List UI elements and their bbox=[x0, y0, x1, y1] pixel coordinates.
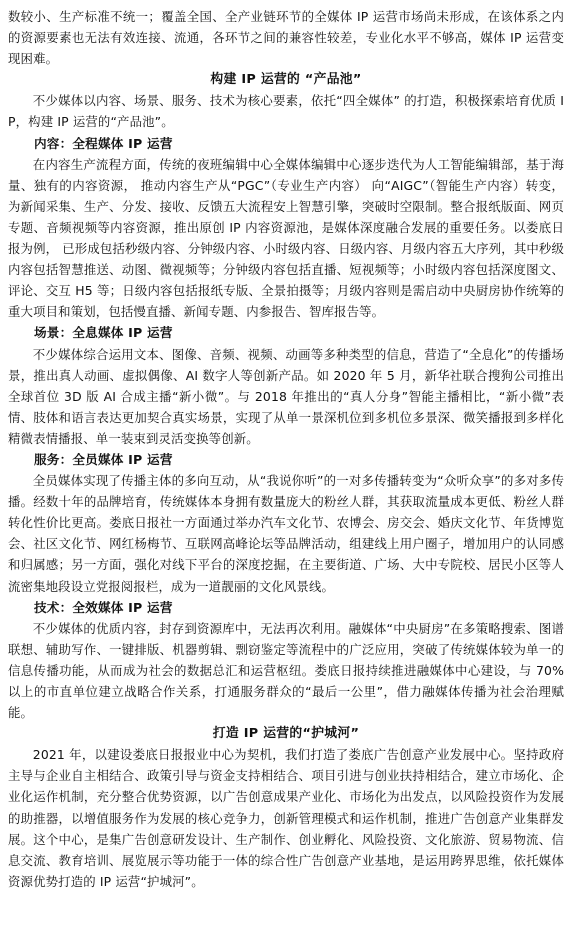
intro-paragraph: 数较小、生产标准不统一；覆盖全国、全产业链环节的全媒体 IP 运营市场尚未形成，在该体系之内的资源要素也无法有效连接、流通，各环节之间的兼容性较差，专业化水平不够高，媒体 IP 运营变现困难。 bbox=[8, 9, 564, 67]
section-title-moat: 打造 IP 运营的“护城河” bbox=[212, 726, 360, 742]
subheading-scene: 场景：全息媒体 IP 运营 bbox=[34, 325, 173, 341]
section-intro-paragraph: 不少媒体以内容、场景、服务、技术为核心要素，依托“四全媒体” 的打造，积极探索培育优质 IP，构建 IP 运营的“产品池”。 bbox=[8, 93, 564, 130]
subheading-service: 服务：全员媒体 IP 运营 bbox=[34, 451, 173, 467]
content-paragraph: 在内容生产流程方面，传统的夜班编辑中心全媒体编辑中心逐步迭代为人工智能编辑部，基于海量、独有的内容资源， 推动内容生产从“PGC”（专业生产内容） 向“AIGC”（智能生产内容）转变，为新闻采集、生产、分发、接收、反馈五大流程安上智慧引擎，突破时空限制。整合报纸版面、网页专题、音频视频等内容资源，推出原创 IP 内容资源池，是媒体深度融合发展的重要任务。以娄底日报为例， 已形成包括秒级内容、分钟级内容、小时级内容、日级内容、月级内容五大序列，其中秒级内容包括智慧推送、动图、微视频等；分钟级内容包括直播、短视频等；小时级内容包括深度图文、评论、交互 H5 等；日级内容包括报纸专版、全景拍摄等；月级内容则是需启动中央厨房协作统筹的重大项目和策划，包括慢直播、新闻专题、内参报告、智库报告等。 bbox=[8, 156, 564, 320]
subheading-content: 内容：全程媒体 IP 运营 bbox=[34, 135, 173, 151]
moat-paragraph: 2021 年，以建设娄底日报报业中心为契机，我们打造了娄底广告创意产业发展中心。坚持政府主导与企业自主相结合、政策引导与资金支持相结合、项目引进与创业扶持相结合，建立市场化、企业化运作机制，充分整合优势资源，以广告创意成果产业化、市场化为出发点，以风险投资作为发展的助推器，以增值服务作为发展的核心竞争力，创新管理模式和运作机制，推进广告创意产业集群发展。这个中心，是集广告创意研发设计、生产制作、创业孵化、风险投资、文化旅游、贸易物流、信息交流、教育培训、展览展示等功能于一体的综合性广告创意产业基地，是运用跨界思维，依托媒体资源优势打造的 IP 运营“护城河”。 bbox=[8, 747, 564, 889]
subheading-technology: 技术：全效媒体 IP 运营 bbox=[34, 599, 173, 615]
technology-paragraph: 不少媒体的优质内容，封存到资源库中，无法再次利用。融媒体“中央厨房”在多策略搜索、图谱联想、辅助写作、一键排版、机器剪辑、剽窃鉴定等流程中的广泛应用，突破了传统媒体较为单一的信息传播功能，从而成为社会的数据总汇和运营枢纽。娄底日报持续推进融媒体中心建设，与 70%以上的市直单位建立战略合作关系，打通服务群众的“最后一公里”，借力融媒体传播为社会治理赋能。 bbox=[8, 620, 564, 721]
service-paragraph: 全员媒体实现了传播主体的多向互动，从“我说你听”的一对多传播转变为“众听众享”的多对多传播。经数十年的品牌培育，传统媒体本身拥有数量庞大的粉丝人群，其获取流量成本更低、粉丝人群转化性价比更高。娄底日报社一方面通过举办汽车文化节、农博会、房交会、婚庆文化节、年货博览会、社区文化节、网红杨梅节、互联网高峰论坛等品牌活动，组建线上用户圈子，增加用户的认同感和归属感；另一方面，强化对线下平台的深度挖掘，在主要街道、广场、大中专院校、居民小区等人流密集地段设立党报阅报栏，成为一道靓丽的文化风景线。 bbox=[8, 473, 564, 594]
section-title-product-pool: 构建 IP 运营的 “产品池” bbox=[210, 72, 362, 88]
scene-paragraph: 不少媒体综合运用文本、图像、音频、视频、动画等多种类型的信息，营造了“全息化”的传播场景，推出真人动画、虚拟偶像、AI 数字人等创新产品。如 2020 年 5 月，新华社联合搜狗公司推出全球首位 3D 版 AI 合成主播“新小微”。与 2018 年推出的“真人分身”智能主播相比，“新小微”表情、肢体和语言表达更加契合真实场景，实现了从单一景深机位到多机位多景深、微笑播报到多样化精微表情播报、单一装束到灵活变换等创新。 bbox=[8, 346, 564, 446]
